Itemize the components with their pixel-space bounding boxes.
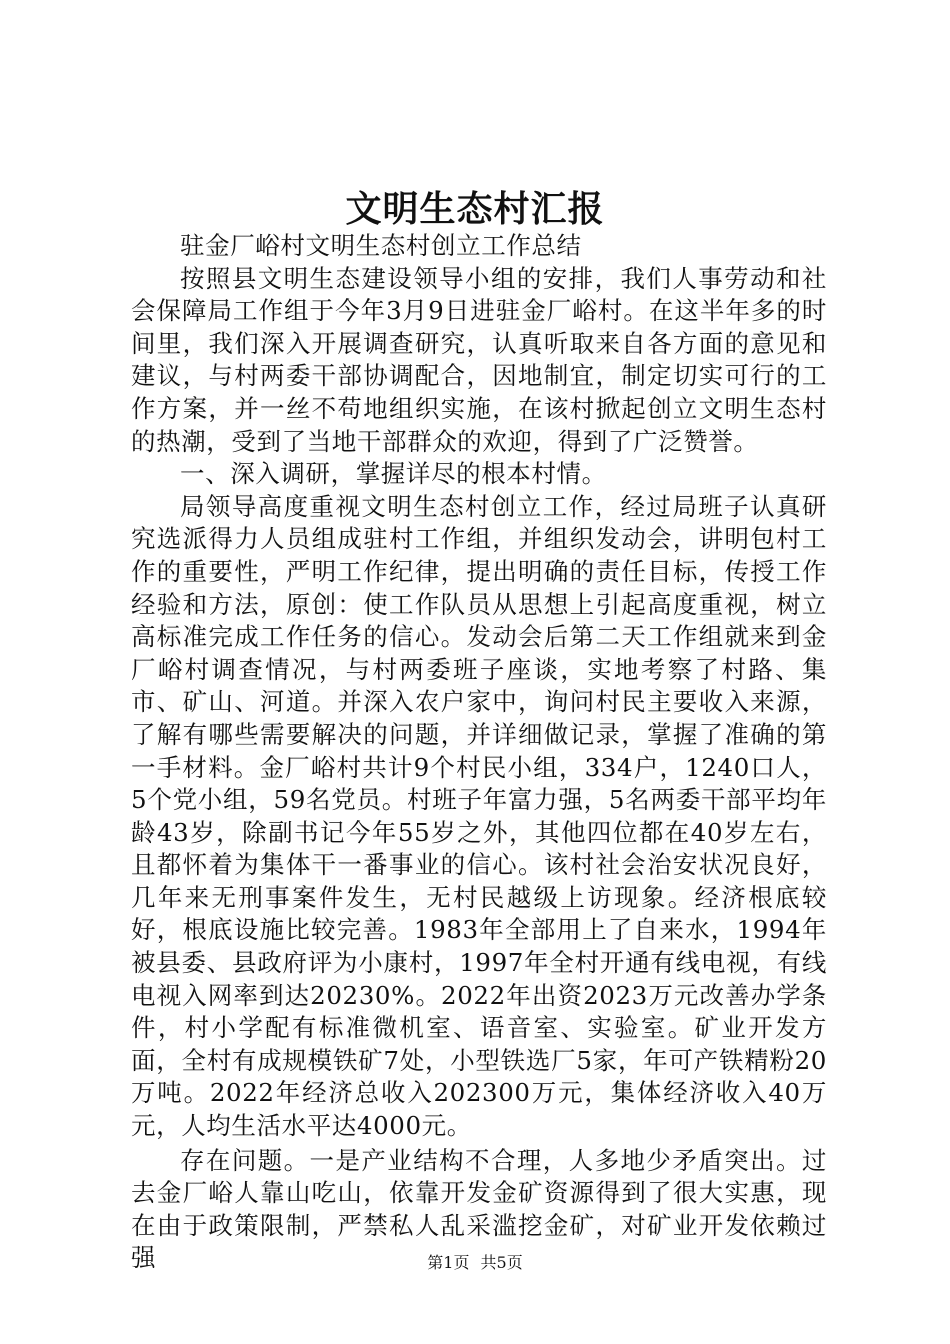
page-number: 第1页 共5页	[427, 1253, 523, 1272]
problems-paragraph: 存在问题。一是产业结构不合理，人多地少矛盾突出。过去金厂峪人靠山吃山，依靠开发金矿资源得到了很大实惠，现在由于政策限制，严禁私人乱采滥挖金矿，对矿业开发依赖过强	[131, 1145, 827, 1273]
section-heading: 一、深入调研，掌握详尽的根本村情。	[180, 459, 607, 489]
village-situation-paragraph: 局领导高度重视文明生态村创立工作，经过局班子认真研究选派得力人员组成驻村工作组，并组织发动会，讲明包村工作的重要性，严明工作纪律，提出明确的责任目标，传授工作经验和方法，原创：使工作队员从思想上引起高度重视，树立高标准完成工作任务的信心。发动会后第二天工作组就来到金厂峪村调查情况，与村两委班子座谈，实地考察了村路、集市、矿山、河道。并深入农户家中，询问村民主要收入来源，了解有哪些需要解决的问题，并详细做记录，掌握了准确的第一手材料。金厂峪村共计9个村民小组，334户，1240口人，5个党小组，59名党员。村班子年富力强，5名两委干部平均年龄43岁，除副书记今年55岁之外，其他四位都在40岁左右，且都怀着为集体干一番事业的信心。该村社会治安状况良好，几年来无刑事案件发生，无村民越级上访现象。经济根底较好，根底设施比较完善。1983年全部用上了自来水，1994年被县委、县政府评为小康村，1997年全村开通有线电视，有线电视入网率到达20230%。2022年出资2023万元改善办学条件，村小学配有标准微机室、语音室、实验室。矿业开发方面，全村有成规模铁矿7处，小型铁选厂5家，年可产铁精粉20万吨。2022年经济总收入202300万元，集体经济收入40万元，人均生活水平达4000元。	[131, 491, 827, 1141]
document-body	[131, 230, 827, 1275]
subtitle-paragraph: 驻金厂峪村文明生态村创立工作总结	[180, 231, 582, 260]
document-title: 文明生态村汇报	[345, 188, 605, 230]
intro-paragraph: 按照县文明生态建设领导小组的安排，我们人事劳动和社会保障局工作组于今年3月9日进驻金厂峪村。在这半年多的时间里，我们深入开展调查研究，认真听取来自各方面的意见和建议，与村两委干部协调配合，因地制宜，制定切实可行的工作方案，并一丝不苟地组织实施，在该村掀起创立文明生态村的热潮，受到了当地干部群众的欢迎，得到了广泛赞誉。	[131, 263, 827, 456]
